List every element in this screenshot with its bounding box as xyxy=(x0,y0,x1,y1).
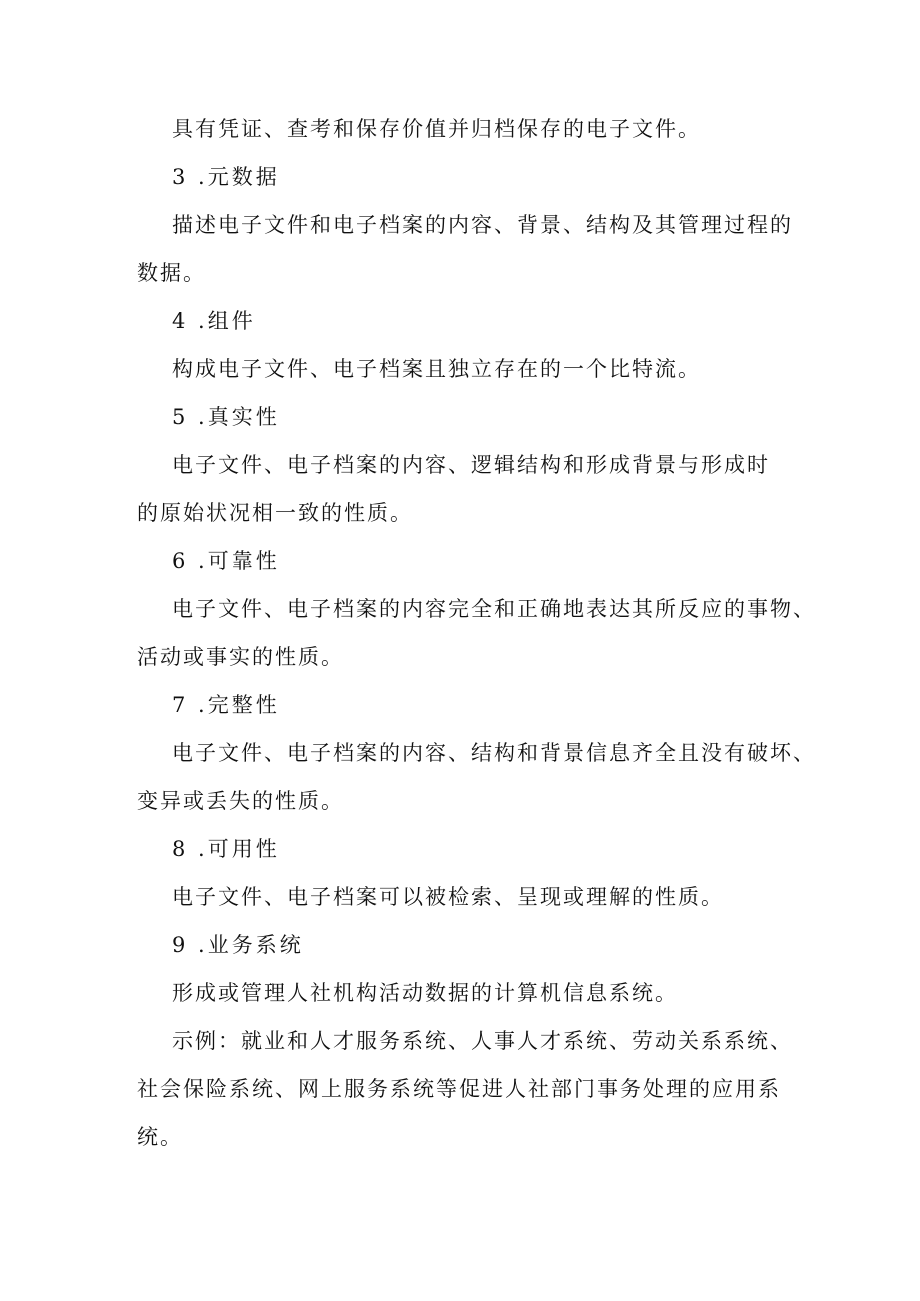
paragraph-line: 变异或丢失的性质。 xyxy=(137,789,344,813)
paragraph-line: 电子文件、电子档案可以被检索、呈现或理解的性质。 xyxy=(172,885,724,909)
example-line: 示例：就业和人才服务系统、人事人才系统、劳动关系系统、 xyxy=(172,1029,793,1053)
paragraph-line: 电子文件、电子档案的内容、结构和背景信息齐全且没有破坏、 xyxy=(172,741,816,765)
paragraph-line: 构成电子文件、电子档案且独立存在的一个比特流。 xyxy=(172,357,701,381)
section-heading-8: 8 .可用性 xyxy=(172,837,280,861)
paragraph-line: 数据。 xyxy=(137,261,206,285)
section-heading-5: 5 .真实性 xyxy=(172,405,280,429)
paragraph-line: 描述电子文件和电子档案的内容、背景、结构及其管理过程的 xyxy=(172,213,793,237)
paragraph-line: 电子文件、电子档案的内容完全和正确地表达其所反应的事物、 xyxy=(172,597,816,621)
section-heading-6: 6 .可靠性 xyxy=(172,549,280,573)
section-heading-9: 9 .业务系统 xyxy=(172,933,304,957)
paragraph-line: 具有凭证、查考和保存价值并归档保存的电子文件。 xyxy=(172,117,701,141)
paragraph-line: 的原始状况相一致的性质。 xyxy=(137,501,413,525)
section-heading-4: 4 .组件 xyxy=(172,309,256,333)
section-heading-3: 3 .元数据 xyxy=(172,165,280,189)
section-heading-7: 7 .完整性 xyxy=(172,693,280,717)
paragraph-line: 活动或事实的性质。 xyxy=(137,645,344,669)
paragraph-line: 形成或管理人社机构活动数据的计算机信息系统。 xyxy=(172,981,678,1005)
paragraph-line: 统。 xyxy=(137,1125,183,1149)
paragraph-line: 社会保险系统、网上服务系统等促进人社部门事务处理的应用系 xyxy=(137,1077,781,1101)
paragraph-line: 电子文件、电子档案的内容、逻辑结构和形成背景与形成时 xyxy=(172,453,770,477)
